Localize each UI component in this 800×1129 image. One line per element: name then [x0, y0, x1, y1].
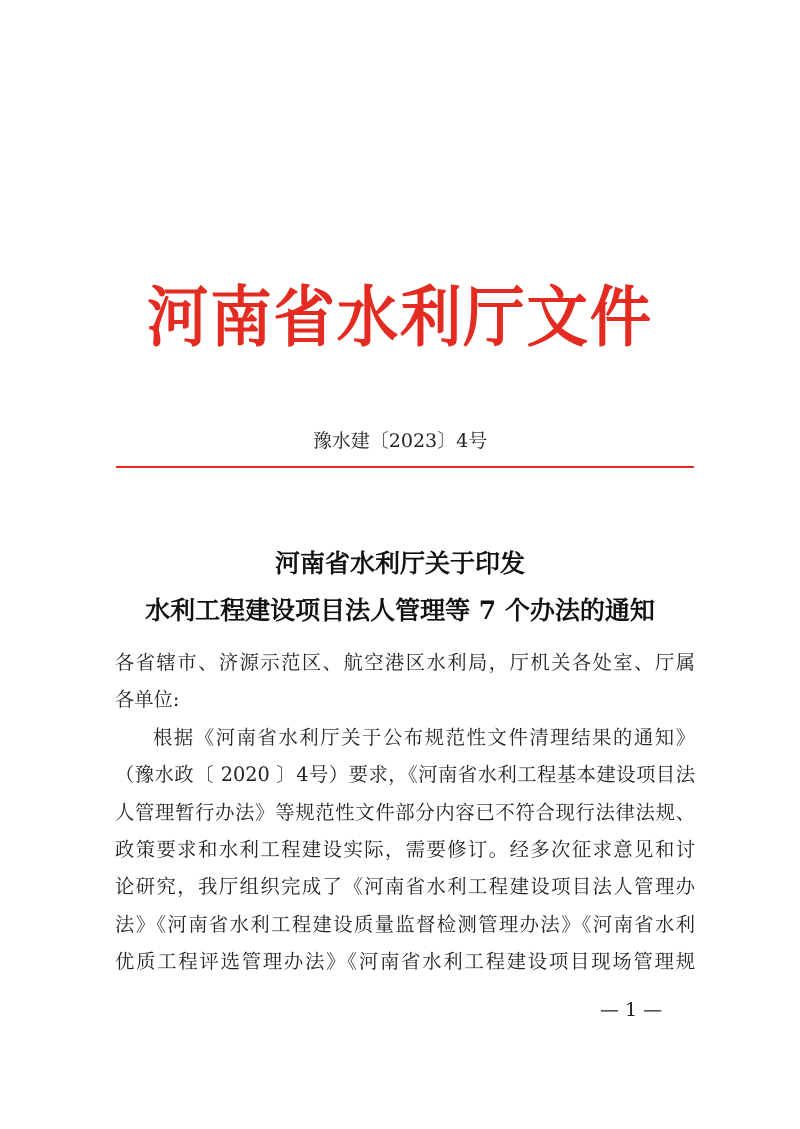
document-number: 豫水建〔2023〕4号: [312, 430, 488, 452]
body-line: 人管理暂行办法》等规范性文件部分内容已不符合现行法律法规、: [115, 800, 695, 824]
body-line: 根据《河南省水利厅关于公布规范性文件清理结果的通知》: [153, 725, 695, 749]
body-line: 法》《河南省水利工程建设质量监督检测管理办法》《河南省水利: [115, 912, 695, 936]
title-line-2: 水利工程建设项目法人管理等 7 个办法的通知: [145, 596, 655, 625]
page-number: — 1 —: [600, 999, 663, 1021]
issuer-banner: 河南省水利厅文件: [147, 279, 653, 356]
document-body: [115, 644, 695, 981]
body-line: 各省辖市、济源示范区、航空港区水利局，厅机关各处室、厅属: [115, 651, 695, 674]
red-divider: [116, 466, 694, 468]
body-line: （豫水政〔 2020 〕4号）要求，《河南省水利工程基本建设项目法: [115, 763, 695, 787]
body-line: 各单位:: [115, 688, 180, 712]
body-line: 优质工程评选管理办法》《河南省水利工程建设项目现场管理规: [115, 950, 695, 974]
document-title: [0, 540, 800, 634]
title-line-1: 河南省水利厅关于印发: [274, 549, 525, 578]
body-line: 论研究，我厅组织完成了《河南省水利工程建设项目法人管理办: [115, 875, 695, 899]
body-line: 政策要求和水利工程建设实际，需要修订。经多次征求意见和讨: [115, 838, 695, 862]
